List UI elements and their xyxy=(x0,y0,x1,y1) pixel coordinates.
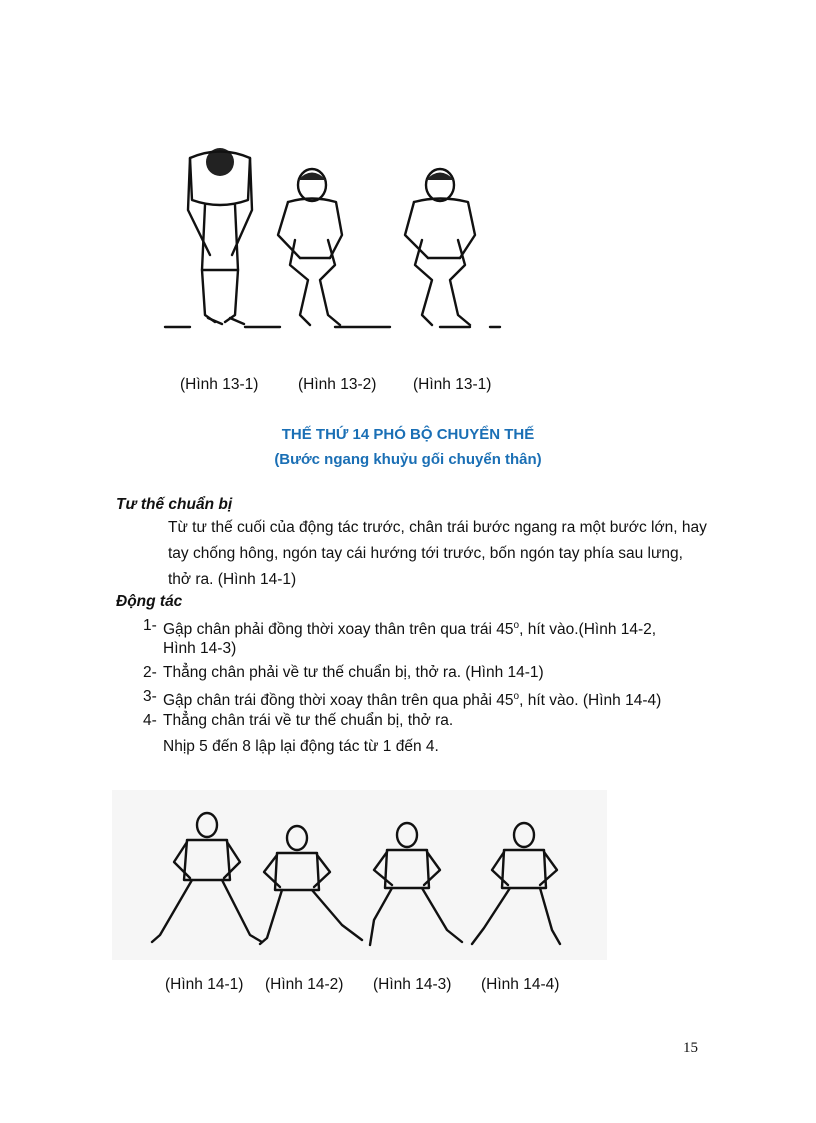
step-1-continuation: Hình 14-3) xyxy=(163,640,237,657)
preparation-text: Từ tư thế cuối của động tác trước, chân trái bước ngang ra một bước lớn, hay tay chống hông, ngón tay cái hướng tới trước, bốn ngón tay phía sau lưng, thở ra. (Hình 14-1) xyxy=(168,519,707,588)
figure-13-1-squat-repeat xyxy=(405,169,475,325)
preparation-label: Tư thế chuẩn bị xyxy=(116,496,233,513)
step-1-number: 1- xyxy=(143,617,157,634)
figure-13-2-squat xyxy=(278,169,342,325)
caption-14-1: (Hình 14-1) xyxy=(165,976,244,993)
section-subtitle: (Bước ngang khuỷu gối chuyển thân) xyxy=(274,451,542,468)
figure-14-illustrations xyxy=(112,790,607,960)
step-3-text: Gập chân trái đồng thời xoay thân trên qua phải 45$^o$, hít vào. (Hình 14-4) xyxy=(163,691,662,710)
figure-13-1-bending xyxy=(188,148,252,324)
step-1-text: Gập chân phải đồng thời xoay thân trên qua trái 45$^o$, hít vào.(Hình 14-2, xyxy=(163,620,657,639)
figure-14-3-turn-left xyxy=(370,823,462,945)
caption-14-2: (Hình 14-2) xyxy=(265,976,344,993)
section-title: THẾ THỨ 14 PHÓ BỘ CHUYỂN THẾ xyxy=(281,426,535,443)
rhythm-note: Nhịp 5 đến 8 lập lại động tác từ 1 đến 4. xyxy=(163,738,439,755)
step-4-text: Thẳng chân trái về tư thế chuẩn bị, thở ra. xyxy=(163,712,454,729)
caption-13-1: (Hình 13-1) xyxy=(180,376,259,393)
step-2-text: Thẳng chân phải về tư thế chuẩn bị, thở ra. (Hình 14-1) xyxy=(163,664,544,681)
movement-label: Động tác xyxy=(116,593,183,610)
caption-14-3: (Hình 14-3) xyxy=(373,976,452,993)
page-number: 15 xyxy=(683,1040,698,1056)
step-3-number: 3- xyxy=(143,688,157,705)
figure-13-illustrations xyxy=(160,140,505,340)
step-4-number: 4- xyxy=(143,712,157,729)
step-2-number: 2- xyxy=(143,664,157,681)
figure-14-1-stance xyxy=(152,813,262,942)
caption-13-2: (Hình 13-2) xyxy=(298,376,377,393)
figure-14-2-bend-right xyxy=(260,826,362,944)
caption-13-1-repeat: (Hình 13-1) xyxy=(413,376,492,393)
caption-14-4: (Hình 14-4) xyxy=(481,976,560,993)
figure-14-4-bend-left xyxy=(472,823,560,944)
